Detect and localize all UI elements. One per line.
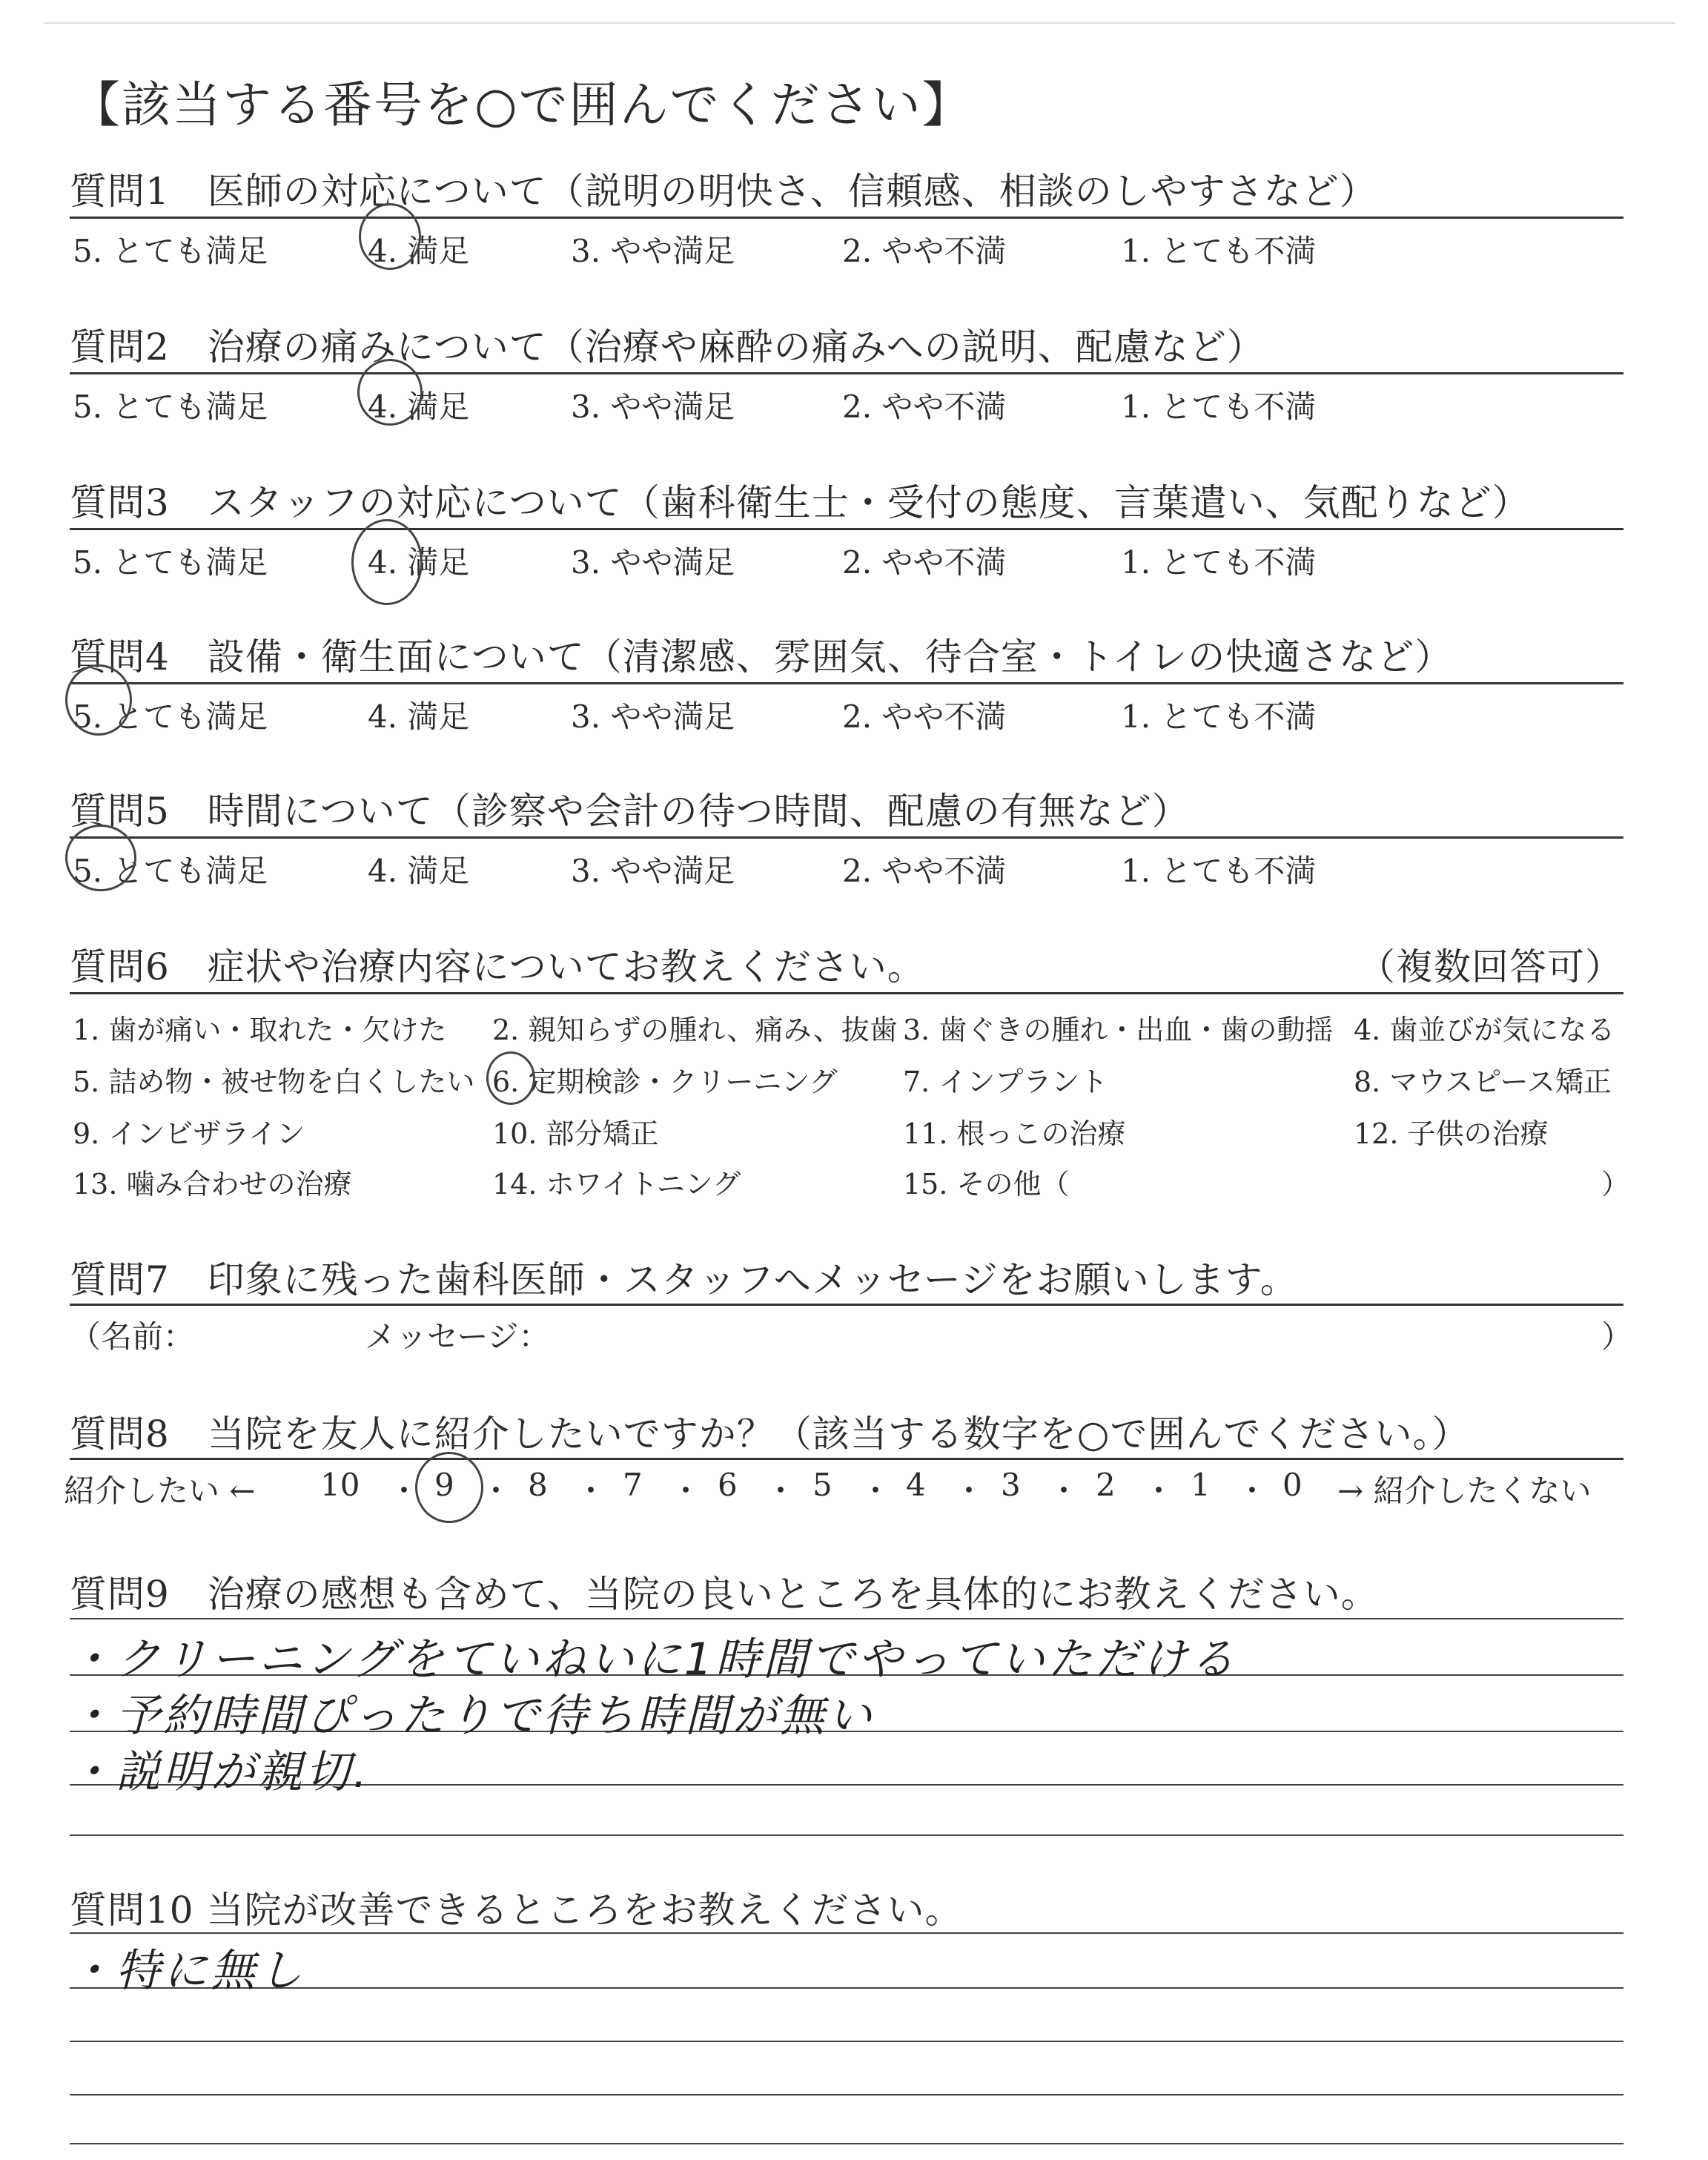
question-3-rule [70,528,1623,530]
q8-sep: ・ [388,1473,420,1509]
q8-value-3[interactable]: 3 [1001,1467,1021,1503]
q8-sep: ・ [860,1473,892,1509]
q2-option-5[interactable]: 5. とても満足 [73,389,268,425]
q1-option-4[interactable]: 4. 満足 [368,233,470,269]
q8-sep: ・ [670,1473,702,1509]
q10-line [70,2041,1623,2042]
question-5-rule [70,836,1623,839]
q5-option-1[interactable]: 1. とても不満 [1121,853,1317,889]
question-8-rule [70,1458,1623,1460]
q6-option-4[interactable]: 4. 歯並びが気になる [1354,1014,1615,1046]
q6-option-12[interactable]: 12. 子供の治療 [1354,1117,1549,1150]
q4-option-3[interactable]: 3. やや満足 [571,698,735,735]
q8-left-label: 紹介したい ← [64,1473,256,1509]
q10-line [70,2094,1623,2095]
q7-close-paren: ） [1601,1318,1633,1355]
q2-selection-circle [357,359,423,426]
q6-option-10[interactable]: 10. 部分矯正 [492,1117,659,1150]
q8-right-label: → 紹介したくない [1337,1473,1592,1509]
q2-option-2[interactable]: 2. やや不満 [842,389,1007,425]
q8-value-4[interactable]: 4 [906,1467,926,1503]
q6-option-14[interactable]: 14. ホワイトニング [492,1168,741,1200]
q6-option-13[interactable]: 13. 噛み合わせの治療 [73,1168,352,1200]
q4-selection-circle [65,664,132,736]
q3-option-4[interactable]: 4. 満足 [368,544,470,581]
q10-line [70,1932,1623,1934]
question-5-label: 質問5 時間について（診察や会計の待つ時間、配慮の有無など） [70,790,1190,833]
q6-option-1[interactable]: 1. 歯が痛い・取れた・欠けた [73,1014,447,1046]
question-2-rule [70,372,1623,374]
question-1-rule [70,217,1623,219]
q6-option-7[interactable]: 7. インプラント [903,1066,1108,1098]
q8-value-7[interactable]: 7 [623,1467,643,1503]
q4-option-5[interactable]: 5. とても満足 [73,698,268,735]
q5-option-3[interactable]: 3. やや満足 [571,853,735,889]
q3-option-1[interactable]: 1. とても不満 [1121,544,1317,581]
question-4-label: 質問4 設備・衛生面について（清潔感、雰囲気、待合室・トイレの快適さなど） [70,635,1453,678]
q8-value-0[interactable]: 0 [1282,1467,1302,1503]
q8-sep: ・ [1237,1473,1268,1509]
q8-sep: ・ [575,1473,607,1509]
question-1-label: 質問1 医師の対応について（説明の明快さ、信頼感、相談のしやすさなど） [70,170,1377,213]
q8-value-1[interactable]: 1 [1191,1467,1211,1503]
q8-sep: ・ [1143,1473,1175,1509]
q6-option-5[interactable]: 5. 詰め物・被せ物を白くしたい [73,1066,475,1098]
q6-option-3[interactable]: 3. 歯ぐきの腫れ・出血・歯の動揺 [903,1014,1334,1046]
q7-name-label: （名前： [70,1318,195,1355]
q2-option-4[interactable]: 4. 満足 [368,389,470,425]
question-9-label: 質問9 治療の感想も含めて、当院の良いところを具体的にお教えください。 [70,1573,1379,1616]
question-6-note: （複数回答可） [1358,945,1623,988]
q4-option-1[interactable]: 1. とても不満 [1121,698,1317,735]
q6-selection-circle [486,1051,535,1105]
q8-selection-circle [415,1452,483,1523]
q8-value-2[interactable]: 2 [1096,1467,1116,1503]
q8-value-10[interactable]: 10 [320,1467,360,1503]
q5-selection-circle [65,825,136,891]
q3-option-2[interactable]: 2. やや不満 [842,544,1007,581]
q2-option-3[interactable]: 3. やや満足 [571,389,735,425]
page-title: 【該当する番号を○で囲んでください】 [71,76,973,133]
question-3-label: 質問3 スタッフの対応について（歯科衛生士・受付の態度、言葉遣い、気配りなど） [70,481,1530,524]
q6-option-6[interactable]: 6. 定期検診・クリーニング [492,1066,838,1098]
q8-sep: ・ [953,1473,985,1509]
q9-line [70,1834,1623,1836]
q9-answer-2: ・予約時間ぴったりで待ち時間が無い [68,1690,875,1742]
q3-option-3[interactable]: 3. やや満足 [571,544,735,581]
q1-option-3[interactable]: 3. やや満足 [571,233,735,269]
q9-line [70,1618,1623,1619]
q8-value-6[interactable]: 6 [718,1467,738,1503]
q1-option-5[interactable]: 5. とても満足 [73,233,268,269]
q10-answer-1: ・特に無し [68,1945,305,1997]
q8-value-5[interactable]: 5 [812,1467,833,1503]
q5-option-5[interactable]: 5. とても満足 [73,853,268,889]
question-6-rule [70,992,1623,994]
q5-option-4[interactable]: 4. 満足 [368,853,470,889]
q8-sep: ・ [765,1473,797,1509]
q2-option-1[interactable]: 1. とても不満 [1121,389,1317,425]
q8-sep: ・ [1048,1473,1080,1509]
question-7-label: 質問7 印象に残った歯科医師・スタッフへメッセージをお願いします。 [70,1258,1298,1301]
q8-value-9[interactable]: 9 [434,1467,454,1503]
q6-option-11[interactable]: 11. 根っこの治療 [903,1117,1126,1150]
q9-answer-1: ・クリーニングをていねいに1時間でやっていただける [68,1634,1237,1685]
q9-answer-3: ・説明が親切. [68,1746,371,1798]
q6-option-15-close: ） [1601,1168,1630,1200]
question-4-rule [70,682,1623,684]
question-7-rule [70,1304,1623,1306]
q4-option-2[interactable]: 2. やや不満 [842,698,1007,735]
q6-option-8[interactable]: 8. マウスピース矯正 [1354,1066,1612,1098]
q8-value-8[interactable]: 8 [528,1467,548,1503]
question-6-label: 質問6 症状や治療内容についてお教えください。 [70,945,925,988]
q1-selection-circle [359,203,421,270]
q6-option-2[interactable]: 2. 親知らずの腫れ、痛み、抜歯 [492,1014,898,1046]
question-10-label: 質問10 当院が改善できるところをお教えください。 [70,1889,963,1932]
q1-option-2[interactable]: 2. やや不満 [842,233,1007,269]
q3-option-5[interactable]: 5. とても満足 [73,544,268,581]
q8-sep: ・ [480,1473,512,1509]
q5-option-2[interactable]: 2. やや不満 [842,853,1007,889]
question-2-label: 質問2 治療の痛みについて（治療や麻酔の痛みへの説明、配慮など） [70,326,1265,369]
q1-option-1[interactable]: 1. とても不満 [1121,233,1317,269]
q4-option-4[interactable]: 4. 満足 [368,698,470,735]
q6-option-15[interactable]: 15. その他（ [903,1168,1070,1200]
q7-message-label: メッセージ： [365,1318,550,1355]
q10-line [70,2143,1623,2144]
question-8-label: 質問8 当院を友人に紹介したいですか？（該当する数字を○で囲んでください。） [70,1413,1470,1456]
q6-option-9[interactable]: 9. インビザライン [73,1117,305,1150]
top-border [44,22,1675,24]
q3-selection-circle [351,519,423,605]
